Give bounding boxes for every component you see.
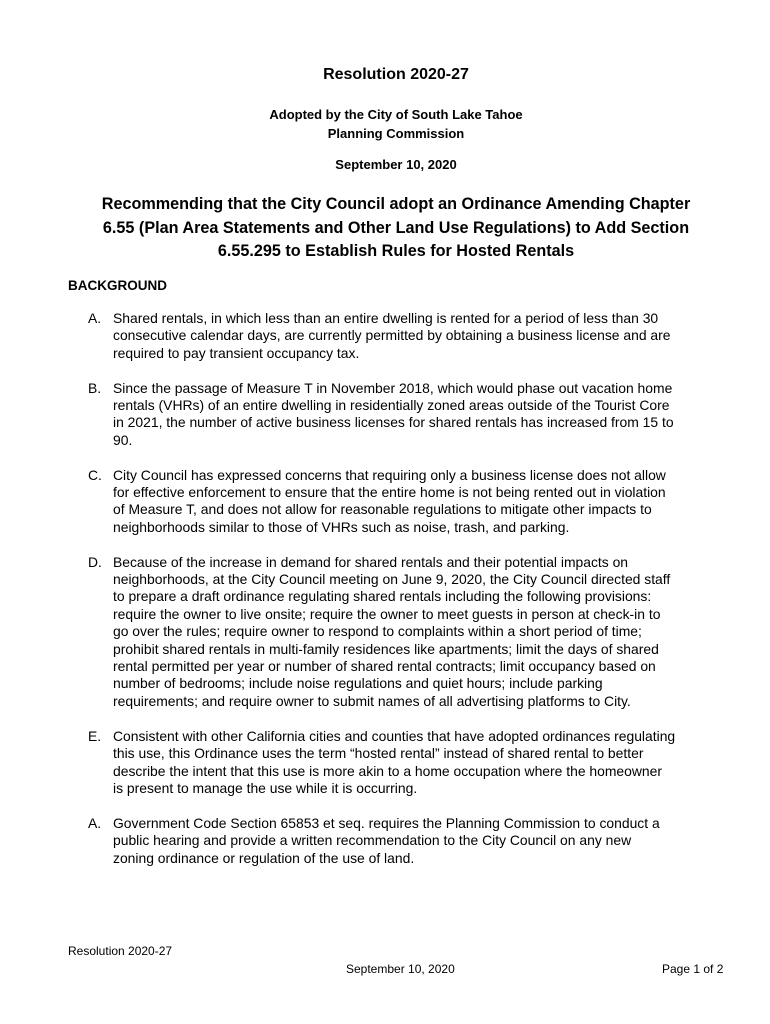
list-item-line: prohibit shared rentals in multi-family residences like apartments; limit the days of shared <box>113 640 659 657</box>
list-item-line: Since the passage of Measure T in November 2018, which would phase out vacation home <box>113 379 673 396</box>
list-item-line: of Measure T, and does not allow for reasonable regulations to mitigate other impacts to <box>113 501 652 518</box>
list-item-line: require the owner to live onsite; require the owner to meet guests in person at check-in to <box>113 605 661 622</box>
list-item-line: requirements; and require owner to submit names of all advertising platforms to City. <box>113 692 631 709</box>
list-item-line: is present to manage the use while it is occurring. <box>113 779 418 796</box>
heading-line: Recommending that the City Council adopt an Ordinance Amending Chapter <box>101 195 691 213</box>
list-item-line: Because of the increase in demand for shared rentals and their potential impacts on <box>113 553 629 570</box>
list-item <box>88 467 738 537</box>
list-item-line: for effective enforcement to ensure that the entire home is not being rented out in violation <box>113 484 666 501</box>
list-item-line: rentals (VHRs) of an entire dwelling in residentially zoned areas outside of the Tourist Core <box>113 397 670 414</box>
list-item <box>88 815 738 867</box>
list-item <box>88 380 738 450</box>
footer-page-number: Page 1 of 2 <box>662 962 724 976</box>
list-item-letter: B. <box>88 379 102 396</box>
list-item-line: describe the intent that this use is more akin to a home occupation where the homeowner <box>113 762 662 779</box>
list-item-line: public hearing and provide a written recommendation to the City Council on any new <box>113 832 632 849</box>
list-item-line: go over the rules; require owner to respond to complaints within a short period of time; <box>113 623 642 640</box>
list-item <box>88 728 738 798</box>
heading-line: 6.55.295 to Establish Rules for Hosted Rentals <box>217 242 575 260</box>
list-item-line: neighborhoods similar to those of VHRs such as noise, trash, and parking. <box>113 518 570 535</box>
list-item-line: zoning ordinance or regulation of the use of land. <box>113 849 415 866</box>
heading-line: 6.55 (Plan Area Statements and Other Land Use Regulations) to Add Section <box>102 218 690 237</box>
list-item-letter: A. <box>88 814 102 831</box>
list-item-text <box>113 310 738 362</box>
resolution-title: Resolution 2020-27 <box>323 66 469 83</box>
list-item-line: neighborhoods, at the City Council meeting on June 9, 2020, the City Council directed staff <box>113 571 671 588</box>
list-item-line: City Council has expressed concerns that requiring only a business license does not allow <box>113 466 666 483</box>
list-item <box>88 310 738 362</box>
list-item-line: required to pay transient occupancy tax. <box>113 344 360 361</box>
footer-left: Resolution 2020-27 <box>68 944 173 958</box>
footer-date: September 10, 2020 <box>346 962 455 976</box>
section-heading: BACKGROUND <box>68 278 167 293</box>
list-item-line: number of bedrooms; include noise regulations and quiet hours; include parking <box>113 675 603 692</box>
background-list <box>88 310 738 884</box>
list-item-text <box>113 554 738 711</box>
list-item-line: rental permitted per year or number of shared rental contracts; limit occupancy based on <box>113 658 656 675</box>
list-item-line: this use, this Ordinance uses the term “hosted rental” instead of shared rental to better <box>113 745 644 762</box>
list-item-letter: C. <box>88 466 102 483</box>
list-item-line: Consistent with other California cities and counties that have adopted ordinances regulating <box>113 727 676 744</box>
list-item-letter: D. <box>88 553 102 570</box>
adopted-by <box>0 105 770 143</box>
list-item-line: 90. <box>113 431 133 448</box>
list-item-text <box>113 815 738 867</box>
list-item-text <box>113 728 738 798</box>
list-item <box>88 554 738 711</box>
resolution-date: September 10, 2020 <box>335 157 457 172</box>
resolution-heading <box>0 193 770 264</box>
adopted-line-2: Planning Commission <box>327 126 465 141</box>
list-item-letter: A. <box>88 310 102 326</box>
list-item-text <box>113 380 738 450</box>
list-item-letter: E. <box>88 727 102 744</box>
list-item-line: Shared rentals, in which less than an entire dwelling is rented for a period of less than 30 <box>113 310 659 326</box>
list-item-text <box>113 467 738 537</box>
list-item-line: Government Code Section 65853 et seq. requires the Planning Commission to conduct a <box>113 814 660 831</box>
list-item-line: in 2021, the number of active business licenses for shared rentals has increased from 15 to <box>113 414 674 431</box>
adopted-line-1: Adopted by the City of South Lake Tahoe <box>269 107 523 122</box>
list-item-line: consecutive calendar days, are currently permitted by obtaining a business license and are <box>113 327 671 344</box>
list-item-line: to prepare a draft ordinance regulating shared rentals including the following provisions: <box>113 588 652 605</box>
